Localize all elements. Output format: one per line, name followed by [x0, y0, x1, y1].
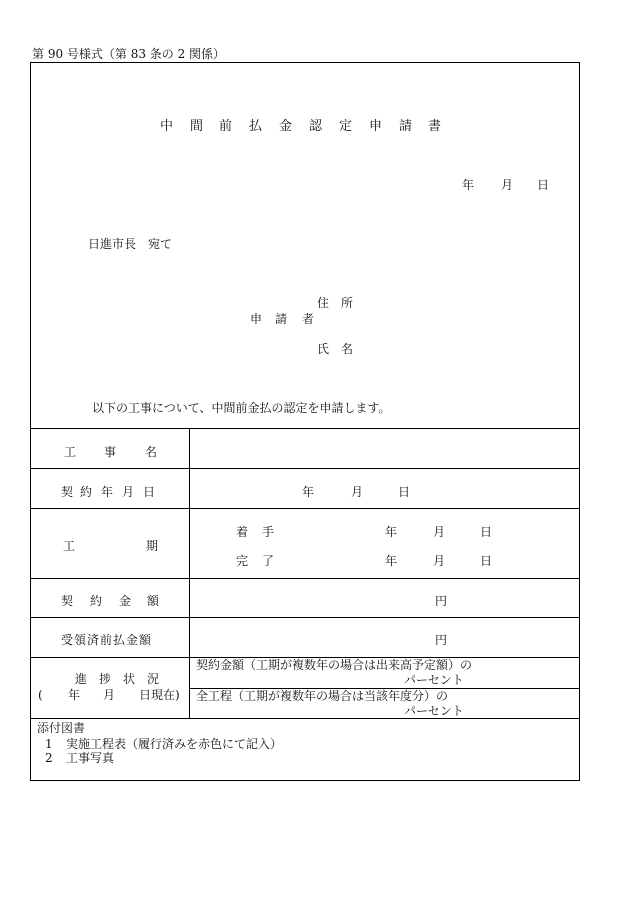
start-label-char: 手 — [262, 525, 275, 539]
date-day: 日 — [537, 178, 550, 192]
attachment-number: 1 — [45, 737, 53, 751]
progress-contract-text: 契約金額（工期が複数年の場合は出来高予定額）の — [196, 658, 473, 672]
table-rule — [30, 468, 580, 469]
title-char: 中 — [160, 119, 174, 134]
row-label-char: 日 — [143, 485, 156, 499]
title-char: 申 — [369, 119, 383, 134]
row-label-char: 契 — [61, 594, 74, 608]
title-char: 前 — [219, 119, 233, 134]
asof-day-suffix: 日現在) — [139, 688, 180, 702]
end-month: 月 — [433, 554, 446, 568]
title-char: 請 — [399, 119, 413, 134]
row-label-char: 工 — [64, 445, 77, 459]
date-year: 年 — [462, 178, 475, 192]
form-number: 第 90 号様式（第 83 条の 2 関係） — [32, 47, 226, 61]
contract-date-year: 年 — [302, 485, 315, 499]
date-month: 月 — [501, 178, 514, 192]
table-rule — [30, 508, 580, 509]
name-label-char: 氏 — [317, 342, 330, 356]
title-char: 払 — [249, 119, 263, 134]
start-month: 月 — [433, 525, 446, 539]
contract-amount-unit: 円 — [435, 594, 448, 608]
form-frame — [30, 62, 580, 781]
row-label-char: 況 — [147, 672, 160, 686]
progress-total-text: 全工程（工期が複数年の場合は当該年度分）の — [196, 689, 449, 703]
table-rule — [30, 428, 580, 429]
progress-total-unit: パーセント — [404, 704, 464, 718]
name-label-char: 名 — [341, 342, 354, 356]
applicant-label-char: 請 — [275, 312, 288, 326]
row-label-char: 年 — [101, 485, 114, 499]
attachment-text: 実施工程表（履行済みを赤色にて記入） — [66, 737, 283, 751]
application-statement: 以下の工事について、中間前金払の認定を申請します。 — [92, 401, 391, 415]
row-label-char: 進 — [75, 672, 88, 686]
asof-year: 年 — [68, 688, 81, 702]
row-label-char: 状 — [123, 672, 136, 686]
contract-date-month: 月 — [351, 485, 364, 499]
row-label: 受領済前払金額 — [61, 633, 153, 647]
title-char: 書 — [428, 119, 442, 134]
attachment-number: 2 — [45, 751, 53, 765]
end-label-char: 完 — [236, 554, 249, 568]
row-label-char: 名 — [145, 445, 158, 459]
received-advance-unit: 円 — [435, 633, 448, 647]
row-label-char: 金 — [119, 594, 132, 608]
start-day: 日 — [480, 525, 493, 539]
end-day: 日 — [480, 554, 493, 568]
end-year: 年 — [385, 554, 398, 568]
row-label-char: 月 — [122, 485, 135, 499]
progress-contract-unit: パーセント — [404, 673, 464, 687]
row-label-char: 工 — [63, 539, 76, 553]
title-char: 定 — [339, 119, 353, 134]
attachment-text: 工事写真 — [66, 751, 115, 765]
table-rule — [30, 617, 580, 618]
title-char: 認 — [309, 119, 323, 134]
table-rule — [30, 718, 580, 719]
row-label-char: 約 — [80, 485, 93, 499]
start-year: 年 — [385, 525, 398, 539]
table-column-divider — [189, 428, 190, 718]
contract-date-day: 日 — [398, 485, 411, 499]
row-label-char: 約 — [90, 594, 103, 608]
addressee: 日進市長 宛て — [88, 237, 173, 251]
title-char: 間 — [190, 119, 204, 134]
row-label-char: 事 — [104, 445, 117, 459]
end-label-char: 了 — [262, 554, 275, 568]
asof-open-paren: ( — [38, 688, 43, 702]
table-rule — [30, 578, 580, 579]
address-label-char: 所 — [341, 296, 354, 310]
title-char: 金 — [279, 119, 293, 134]
row-label-char: 契 — [61, 485, 74, 499]
row-label-char: 期 — [146, 539, 159, 553]
start-label-char: 着 — [236, 525, 249, 539]
row-label-char: 額 — [147, 594, 160, 608]
row-label-char: 捗 — [99, 672, 112, 686]
asof-month: 月 — [103, 688, 116, 702]
applicant-label-char: 者 — [302, 312, 315, 326]
attachments-heading: 添付図書 — [37, 721, 86, 735]
address-label-char: 住 — [317, 296, 330, 310]
applicant-label-char: 申 — [250, 312, 263, 326]
